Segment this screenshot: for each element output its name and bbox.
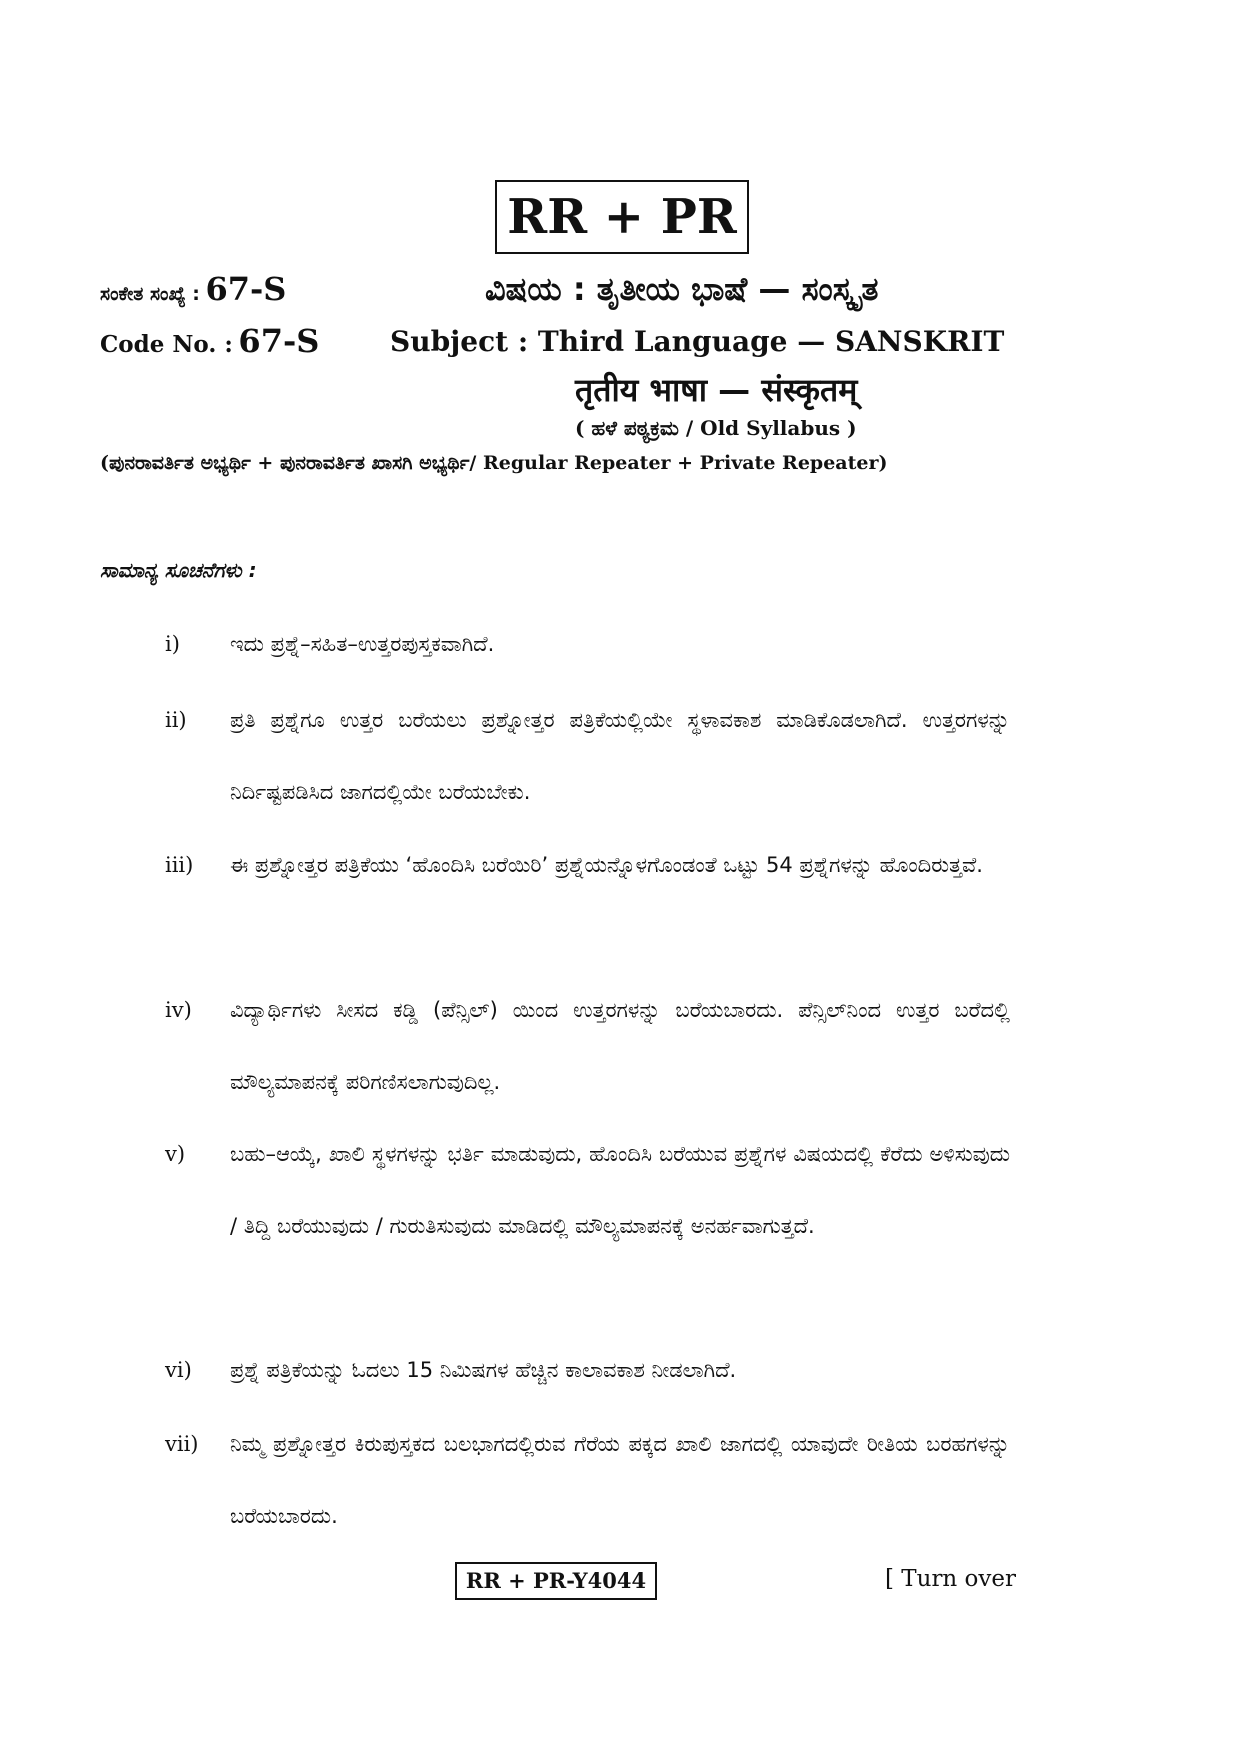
code-number-kannada: [100, 270, 286, 308]
instruction-item: [165, 1432, 1010, 1552]
code-label-kannada: ಸಂಕೇತ ಸಂಖ್ಯೆ :: [100, 283, 200, 305]
syllabus-note: ( ಹಳೆ ಪಠ್ಯಕ್ರಮ / Old Syllabus ): [575, 416, 857, 440]
instruction-number: vii): [165, 1432, 199, 1456]
instruction-item: [165, 708, 1010, 828]
code-value-english: 67-S: [238, 322, 320, 360]
instruction-number: vi): [165, 1358, 192, 1382]
code-label-english: Code No. :: [100, 331, 233, 358]
instruction-item: [165, 1142, 1010, 1262]
instruction-text: ನಿಮ್ಮ ಪ್ರಶ್ನೋತ್ತರ ಕಿರುಪುಸ್ತಕದ ಬಲಭಾಗದಲ್ಲಿರುವ ಗೆರೆಯ ಪಕ್ಕದ ಖಾಲಿ ಜಾಗದಲ್ಲಿ ಯಾವುದೇ ರೀತಿಯ ಬರಹಗಳನ್ನು ಬರೆಯಬಾರದು.: [230, 1432, 1010, 1528]
instruction-number: iii): [165, 853, 194, 877]
candidate-type-note: (ಪುನರಾವರ್ತಿತ ಅಭ್ಯರ್ಥಿ + ಪುನರಾವರ್ತಿತ ಖಾಸಗಿ ಅಭ್ಯರ್ಥಿ/ Regular Repeater + Private Repeater): [100, 452, 888, 474]
paper-type-badge: RR + PR: [495, 180, 749, 254]
code-value-kannada: 67-S: [205, 270, 287, 308]
instruction-number: v): [165, 1142, 186, 1166]
instruction-item: [165, 632, 1010, 680]
instruction-text: ಇದು ಪ್ರಶ್ನೆ–ಸಹಿತ–ಉತ್ತರಪುಸ್ತಕವಾಗಿದೆ.: [230, 632, 495, 656]
instructions-heading: ಸಾಮಾನ್ಯ ಸೂಚನೆಗಳು :: [100, 558, 257, 582]
instruction-text: ಈ ಪ್ರಶ್ನೋತ್ತರ ಪತ್ರಿಕೆಯು ‘ಹೊಂದಿಸಿ ಬರೆಯಿರಿ’ ಪ್ರಶ್ನೆಯನ್ನೊಳಗೊಂಡಂತೆ ಒಟ್ಟು 54 ಪ್ರಶ್ನೆಗಳನ್ನು ಹೊಂದಿರುತ್ತವೆ.: [230, 853, 983, 877]
instruction-text: ಬಹು–ಆಯ್ಕೆ, ಖಾಲಿ ಸ್ಥಳಗಳನ್ನು ಭರ್ತಿ ಮಾಡುವುದು, ಹೊಂದಿಸಿ ಬರೆಯುವ ಪ್ರಶ್ನೆಗಳ ವಿಷಯದಲ್ಲಿ ಕೆರೆದು ಅಳಿಸುವುದು / ತಿದ್ದಿ ಬರೆಯುವುದು / ಗುರುತಿಸುವುದು ಮಾಡಿದಲ್ಲಿ ಮೌಲ್ಯಮಾಪನಕ್ಕೆ ಅನರ್ಹವಾಗುತ್ತದೆ.: [230, 1142, 1010, 1238]
instruction-item: [165, 998, 1010, 1118]
subject-sanskrit: तृतीय भाषा — संस्कृतम्: [575, 371, 858, 409]
subject-english: Subject : Third Language — SANSKRIT: [390, 325, 1005, 358]
instruction-text: ಪ್ರಶ್ನೆ ಪತ್ರಿಕೆಯನ್ನು ಓದಲು 15 ನಿಮಿಷಗಳ ಹೆಚ್ಚಿನ ಕಾಲಾವಕಾಶ ನೀಡಲಾಗಿದೆ.: [230, 1358, 737, 1382]
subject-kannada: ವಿಷಯ : ತೃತೀಯ ಭಾಷೆ — ಸಂಸ್ಕೃತ: [485, 270, 879, 308]
instruction-number: i): [165, 632, 180, 656]
instruction-number: ii): [165, 708, 187, 732]
code-number-english: [100, 322, 319, 360]
instruction-number: iv): [165, 998, 192, 1022]
instruction-item: [165, 853, 1010, 901]
instruction-text: ಪ್ರತಿ ಪ್ರಶ್ನೆಗೂ ಉತ್ತರ ಬರೆಯಲು ಪ್ರಶ್ನೋತ್ತರ ಪತ್ರಿಕೆಯಲ್ಲಿಯೇ ಸ್ಥಳಾವಕಾಶ ಮಾಡಿಕೊಡಲಾಗಿದೆ. ಉತ್ತರಗಳನ್ನು ನಿರ್ದಿಷ್ಟಪಡಿಸಿದ ಜಾಗದಲ್ಲಿಯೇ ಬರೆಯಬೇಕು.: [230, 708, 1010, 804]
turn-over-note: [ Turn over: [885, 1566, 1017, 1592]
instruction-item: [165, 1358, 1010, 1406]
instruction-text: ವಿದ್ಯಾರ್ಥಿಗಳು ಸೀಸದ ಕಡ್ಡಿ (ಪೆನ್ಸಿಲ್) ಯಿಂದ ಉತ್ತರಗಳನ್ನು ಬರೆಯಬಾರದು. ಪೆನ್ಸಿಲ್‌ನಿಂದ ಉತ್ತರ ಬರೆದಲ್ಲಿ ಮೌಲ್ಯಮಾಪನಕ್ಕೆ ಪರಿಗಣಿಸಲಾಗುವುದಿಲ್ಲ.: [230, 998, 1010, 1094]
footer-paper-code: RR + PR-Y4044: [455, 1562, 657, 1600]
